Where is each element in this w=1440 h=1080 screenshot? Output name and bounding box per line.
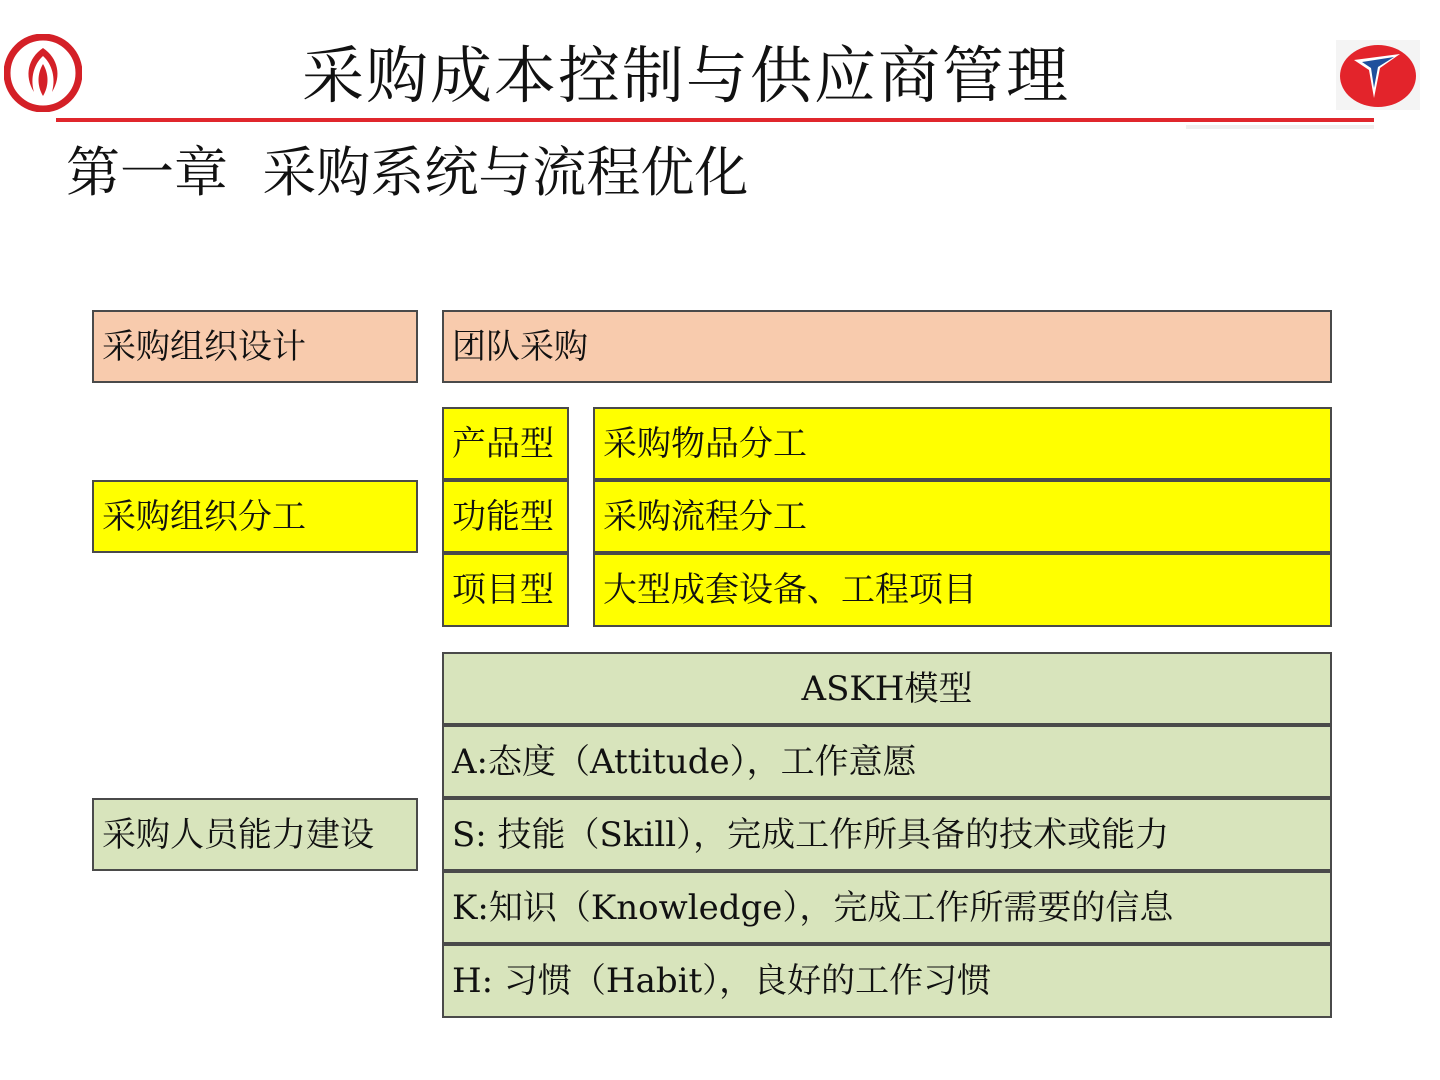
content-team-procurement: 团队采购 [442, 310, 1332, 383]
label-org-division: 采购组织分工 [92, 480, 418, 553]
division-type-project: 项目型 [442, 553, 569, 627]
division-desc-product: 采购物品分工 [593, 407, 1332, 480]
label-staff-capability: 采购人员能力建设 [92, 798, 418, 871]
company-logo-icon [1336, 40, 1420, 110]
label-org-design: 采购组织设计 [92, 310, 418, 383]
header-divider-shadow [1186, 125, 1374, 129]
askh-item-skill: S: 技能（Skill），完成工作所具备的技术或能力 [442, 798, 1332, 871]
division-desc-function: 采购流程分工 [593, 480, 1332, 553]
header-divider [56, 118, 1374, 122]
askh-item-knowledge: K:知识（Knowledge），完成工作所需要的信息 [442, 871, 1332, 944]
askh-model-title: ASKH模型 [442, 652, 1332, 725]
division-desc-project: 大型成套设备、工程项目 [593, 553, 1332, 627]
page-title: 采购成本控制与供应商管理 [301, 39, 1070, 112]
division-type-product: 产品型 [442, 407, 569, 480]
division-type-function: 功能型 [442, 480, 569, 553]
askh-item-attitude: A:态度（Attitude），工作意愿 [442, 725, 1332, 798]
askh-item-habit: H: 习惯（Habit），良好的工作习惯 [442, 944, 1332, 1018]
chapter-heading: 第一章 采购系统与流程优化 [66, 141, 749, 204]
